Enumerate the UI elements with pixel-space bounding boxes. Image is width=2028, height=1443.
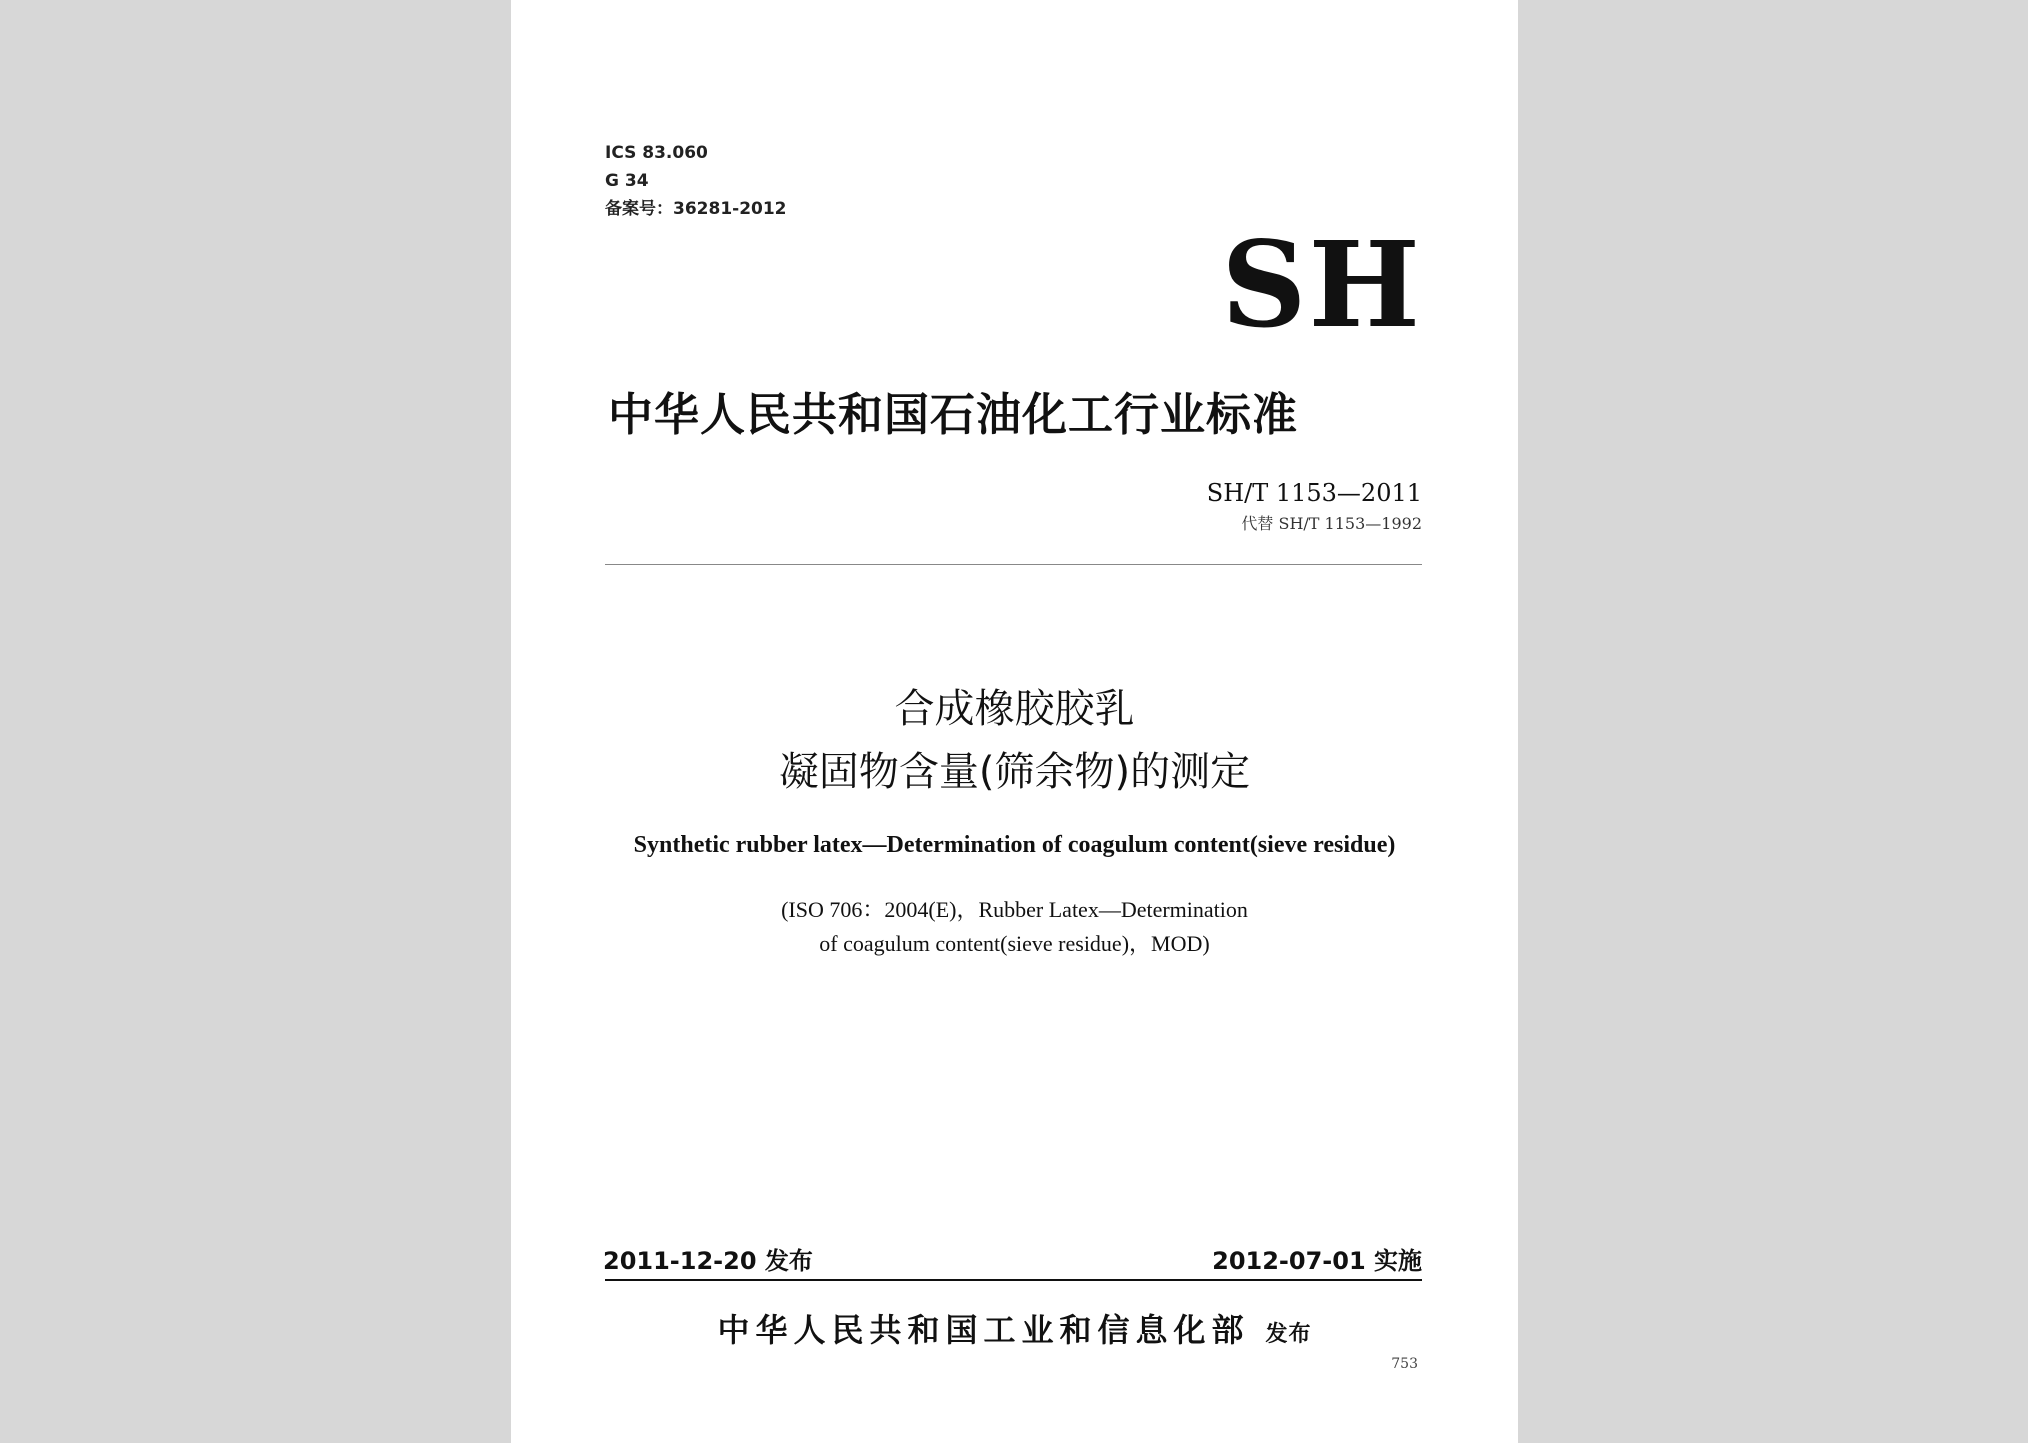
implementation-date: 2012-07-01 实施 [1212,1247,1422,1275]
page-number: 753 [1391,1356,1418,1372]
classification-code: G 34 [605,171,649,191]
document-title-cn-line2: 凝固物含量(筛余物)的测定 [778,749,1251,795]
record-number: 备案号：36281-2012 [605,199,787,219]
document-title-en: Synthetic rubber latex—Determination of coagulum content(sieve residue) [633,832,1396,858]
standard-number: SH/T 1153—2011 [1206,479,1422,507]
iso-reference-line2: of coagulum content(sieve residue)，MOD) [819,931,1210,956]
header-divider [605,564,1422,565]
issue-date: 2011-12-20 发布 [603,1247,813,1275]
publisher-name: 中华人民共和国工业和信息化部 [717,1311,1250,1349]
sh-logo: SH [1221,215,1422,354]
standard-title: 中华人民共和国石油化工行业标准 [608,388,1299,441]
footer-divider [605,1279,1422,1281]
replaces-standard: 代替 SH/T 1153—1992 [1241,514,1422,533]
document-title-cn-line1: 合成橡胶胶乳 [894,686,1135,732]
ics-code: ICS 83.060 [605,143,708,163]
publisher [511,1308,1518,1357]
document-page [511,0,1518,1443]
iso-reference-line1: (ISO 706：2004(E)，Rubber Latex—Determination [781,897,1248,922]
publisher-label: 发布 [1265,1322,1312,1347]
